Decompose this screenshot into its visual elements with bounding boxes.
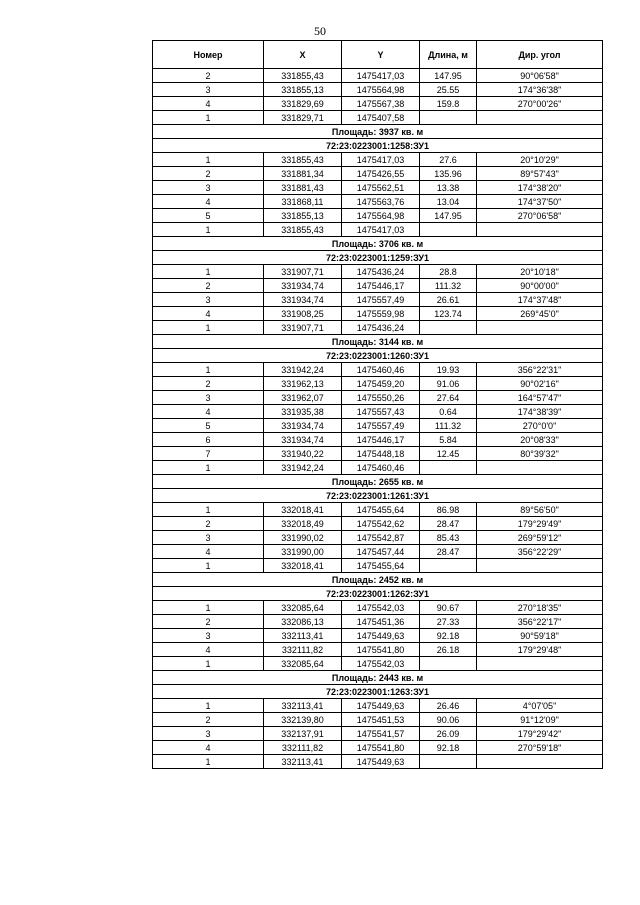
angle-cell: 356°22'29" [477,545,603,559]
angle-cell [477,755,603,769]
length-cell: 90.06 [420,713,477,727]
table-row [153,209,603,223]
angle-cell [477,321,603,335]
angle-cell [477,657,603,671]
point-number-cell: 1 [153,461,264,475]
table-row [153,531,603,545]
y-cell: 1475417,03 [342,153,420,167]
point-number-cell: 4 [153,545,264,559]
x-cell: 332113,41 [264,755,342,769]
coordinates-table [152,40,603,769]
table-row [153,265,603,279]
angle-cell [477,111,603,125]
header-number: Номер [153,41,264,69]
x-cell: 332086,13 [264,615,342,629]
y-cell: 1475457,44 [342,545,420,559]
x-cell: 332137,91 [264,727,342,741]
length-cell: 111.32 [420,419,477,433]
length-cell: 92.18 [420,741,477,755]
point-number-cell: 3 [153,391,264,405]
table-row [153,727,603,741]
angle-cell: 89°57'43" [477,167,603,181]
table-row [153,741,603,755]
length-cell [420,321,477,335]
x-cell: 332018,49 [264,517,342,531]
table-row [153,97,603,111]
length-cell: 26.61 [420,293,477,307]
angle-cell [477,461,603,475]
header-y: Y [342,41,420,69]
table-row [153,629,603,643]
point-number-cell: 3 [153,727,264,741]
x-cell: 331881,43 [264,181,342,195]
y-cell: 1475541,80 [342,741,420,755]
section-title-row [153,139,603,153]
point-number-cell: 1 [153,363,264,377]
page-number: 50 [314,24,326,38]
x-cell: 332139,80 [264,713,342,727]
y-cell: 1475541,80 [342,643,420,657]
length-cell: 147.95 [420,209,477,223]
point-number-cell: 1 [153,321,264,335]
angle-cell: 179°29'48" [477,643,603,657]
table-row [153,153,603,167]
y-cell: 1475436,24 [342,321,420,335]
y-cell: 1475436,24 [342,265,420,279]
section-title: 72:23:0223001:1259:ЗУ1 [153,251,603,265]
point-number-cell: 4 [153,97,264,111]
point-number-cell: 2 [153,377,264,391]
point-number-cell: 1 [153,755,264,769]
table-row [153,391,603,405]
table-row [153,223,603,237]
table-row [153,111,603,125]
table-body [153,69,603,769]
angle-cell: 179°29'49" [477,517,603,531]
x-cell: 331962,13 [264,377,342,391]
y-cell: 1475449,63 [342,755,420,769]
point-number-cell: 4 [153,405,264,419]
y-cell: 1475460,46 [342,461,420,475]
length-cell: 28.47 [420,545,477,559]
angle-cell: 20°10'18" [477,265,603,279]
point-number-cell: 1 [153,601,264,615]
area-label: Площадь: 2443 кв. м [153,671,603,685]
section-title: 72:23:0223001:1260:ЗУ1 [153,349,603,363]
length-cell [420,559,477,573]
y-cell: 1475417,03 [342,223,420,237]
point-number-cell: 3 [153,293,264,307]
section-title-row [153,489,603,503]
table-row [153,279,603,293]
table-row [153,181,603,195]
x-cell: 331940,22 [264,447,342,461]
x-cell: 332085,64 [264,657,342,671]
table-row [153,517,603,531]
length-cell [420,461,477,475]
table-row [153,307,603,321]
table-row [153,167,603,181]
area-label-row [153,125,603,139]
point-number-cell: 2 [153,517,264,531]
point-number-cell: 1 [153,265,264,279]
point-number-cell: 2 [153,615,264,629]
point-number-cell: 3 [153,181,264,195]
table-row [153,601,603,615]
x-cell: 331855,13 [264,83,342,97]
table-row [153,503,603,517]
table-row [153,713,603,727]
length-cell: 27.64 [420,391,477,405]
x-cell: 331907,71 [264,321,342,335]
x-cell: 331868,11 [264,195,342,209]
point-number-cell: 3 [153,83,264,97]
y-cell: 1475564,98 [342,209,420,223]
length-cell [420,223,477,237]
length-cell [420,755,477,769]
y-cell: 1475426,55 [342,167,420,181]
y-cell: 1475542,62 [342,517,420,531]
x-cell: 332018,41 [264,559,342,573]
length-cell: 19.93 [420,363,477,377]
y-cell: 1475455,64 [342,503,420,517]
length-cell: 92.18 [420,629,477,643]
table-row [153,615,603,629]
y-cell: 1475541,57 [342,727,420,741]
length-cell: 111.32 [420,279,477,293]
section-title: 72:23:0223001:1262:ЗУ1 [153,587,603,601]
table-row [153,69,603,83]
area-label: Площадь: 2452 кв. м [153,573,603,587]
length-cell: 0.64 [420,405,477,419]
point-number-cell: 1 [153,111,264,125]
point-number-cell: 2 [153,167,264,181]
angle-cell [477,559,603,573]
y-cell: 1475446,17 [342,279,420,293]
x-cell: 331934,74 [264,419,342,433]
length-cell: 159.8 [420,97,477,111]
table-row [153,447,603,461]
y-cell: 1475557,49 [342,293,420,307]
point-number-cell: 5 [153,209,264,223]
table-header [153,41,603,69]
length-cell [420,657,477,671]
x-cell: 331935,38 [264,405,342,419]
angle-cell: 270°18'35" [477,601,603,615]
x-cell: 331855,13 [264,209,342,223]
point-number-cell: 1 [153,223,264,237]
x-cell: 331934,74 [264,433,342,447]
area-label-row [153,573,603,587]
angle-cell: 174°38'39" [477,405,603,419]
length-cell: 123.74 [420,307,477,321]
y-cell: 1475459,20 [342,377,420,391]
y-cell: 1475451,36 [342,615,420,629]
point-number-cell: 2 [153,279,264,293]
section-title-row [153,685,603,699]
length-cell: 25.55 [420,83,477,97]
length-cell: 26.18 [420,643,477,657]
x-cell: 331942,24 [264,363,342,377]
y-cell: 1475460,46 [342,363,420,377]
point-number-cell: 6 [153,433,264,447]
y-cell: 1475446,17 [342,433,420,447]
point-number-cell: 1 [153,503,264,517]
header-direction-angle: Дир. угол [477,41,603,69]
angle-cell: 4°07'05" [477,699,603,713]
y-cell: 1475451,53 [342,713,420,727]
y-cell: 1475449,63 [342,629,420,643]
length-cell: 147.95 [420,69,477,83]
x-cell: 331934,74 [264,293,342,307]
y-cell: 1475562,51 [342,181,420,195]
length-cell: 27.33 [420,615,477,629]
area-label: Площадь: 2655 кв. м [153,475,603,489]
angle-cell: 356°22'17" [477,615,603,629]
x-cell: 331942,24 [264,461,342,475]
y-cell: 1475542,03 [342,657,420,671]
angle-cell: 164°57'47" [477,391,603,405]
x-cell: 331855,43 [264,223,342,237]
x-cell: 331881,34 [264,167,342,181]
x-cell: 331829,71 [264,111,342,125]
point-number-cell: 3 [153,629,264,643]
angle-cell: 174°36'38" [477,83,603,97]
table-row [153,461,603,475]
y-cell: 1475557,49 [342,419,420,433]
x-cell: 332113,41 [264,699,342,713]
area-label-row [153,671,603,685]
table-row [153,405,603,419]
length-cell: 26.09 [420,727,477,741]
length-cell: 90.67 [420,601,477,615]
x-cell: 331962,07 [264,391,342,405]
y-cell: 1475542,03 [342,601,420,615]
y-cell: 1475449,63 [342,699,420,713]
x-cell: 331855,43 [264,69,342,83]
point-number-cell: 2 [153,713,264,727]
table-row [153,657,603,671]
length-cell: 86.98 [420,503,477,517]
length-cell: 12.45 [420,447,477,461]
x-cell: 332113,41 [264,629,342,643]
length-cell: 27.6 [420,153,477,167]
y-cell: 1475563,76 [342,195,420,209]
section-title: 72:23:0223001:1258:ЗУ1 [153,139,603,153]
table-row [153,699,603,713]
table-row [153,321,603,335]
table-row [153,419,603,433]
angle-cell: 270°00'26" [477,97,603,111]
length-cell: 91.06 [420,377,477,391]
point-number-cell: 4 [153,195,264,209]
x-cell: 331990,00 [264,545,342,559]
table-row [153,363,603,377]
point-number-cell: 7 [153,447,264,461]
y-cell: 1475448,18 [342,447,420,461]
angle-cell: 174°37'50" [477,195,603,209]
angle-cell: 179°29'42" [477,727,603,741]
y-cell: 1475550,26 [342,391,420,405]
header-x: X [264,41,342,69]
x-cell: 331934,74 [264,279,342,293]
table-row [153,195,603,209]
x-cell: 332111,82 [264,643,342,657]
angle-cell: 356°22'31" [477,363,603,377]
x-cell: 331990,02 [264,531,342,545]
angle-cell: 269°45'0" [477,307,603,321]
y-cell: 1475559,98 [342,307,420,321]
y-cell: 1475557,43 [342,405,420,419]
x-cell: 332085,64 [264,601,342,615]
y-cell: 1475417,03 [342,69,420,83]
length-cell: 135.96 [420,167,477,181]
angle-cell: 90°00'00" [477,279,603,293]
table-row [153,559,603,573]
point-number-cell: 3 [153,531,264,545]
y-cell: 1475567,38 [342,97,420,111]
table-row [153,545,603,559]
point-number-cell: 1 [153,657,264,671]
length-cell: 13.38 [420,181,477,195]
point-number-cell: 1 [153,699,264,713]
length-cell: 26.46 [420,699,477,713]
x-cell: 331855,43 [264,153,342,167]
angle-cell: 90°06'58" [477,69,603,83]
x-cell: 332111,82 [264,741,342,755]
length-cell: 28.8 [420,265,477,279]
angle-cell [477,223,603,237]
table-row [153,755,603,769]
point-number-cell: 4 [153,643,264,657]
point-number-cell: 5 [153,419,264,433]
x-cell: 332018,41 [264,503,342,517]
y-cell: 1475407,58 [342,111,420,125]
section-title: 72:23:0223001:1263:ЗУ1 [153,685,603,699]
area-label: Площадь: 3144 кв. м [153,335,603,349]
y-cell: 1475564,98 [342,83,420,97]
point-number-cell: 1 [153,153,264,167]
x-cell: 331907,71 [264,265,342,279]
angle-cell: 270°59'18" [477,741,603,755]
point-number-cell: 4 [153,307,264,321]
angle-cell: 174°37'48" [477,293,603,307]
length-cell: 85.43 [420,531,477,545]
angle-cell: 174°38'20" [477,181,603,195]
point-number-cell: 2 [153,69,264,83]
angle-cell: 270°06'58" [477,209,603,223]
section-title-row [153,587,603,601]
angle-cell: 20°08'33" [477,433,603,447]
angle-cell: 90°59'18" [477,629,603,643]
table-row [153,433,603,447]
angle-cell: 269°59'12" [477,531,603,545]
area-label-row [153,335,603,349]
section-title-row [153,349,603,363]
angle-cell: 90°02'16" [477,377,603,391]
area-label: Площадь: 3706 кв. м [153,237,603,251]
length-cell: 5.84 [420,433,477,447]
angle-cell: 270°0'0" [477,419,603,433]
header-length: Длина, м [420,41,477,69]
x-cell: 331908,25 [264,307,342,321]
table-row [153,83,603,97]
point-number-cell: 1 [153,559,264,573]
section-title: 72:23:0223001:1261:ЗУ1 [153,489,603,503]
area-label-row [153,475,603,489]
angle-cell: 89°56'50" [477,503,603,517]
table-row [153,293,603,307]
length-cell: 13.04 [420,195,477,209]
angle-cell: 80°39'32" [477,447,603,461]
y-cell: 1475455,64 [342,559,420,573]
angle-cell: 91°12'09" [477,713,603,727]
angle-cell: 20°10'29" [477,153,603,167]
table-row [153,377,603,391]
section-title-row [153,251,603,265]
point-number-cell: 4 [153,741,264,755]
y-cell: 1475542,87 [342,531,420,545]
area-label-row [153,237,603,251]
length-cell [420,111,477,125]
area-label: Площадь: 3937 кв. м [153,125,603,139]
table-row [153,643,603,657]
length-cell: 28.47 [420,517,477,531]
x-cell: 331829,69 [264,97,342,111]
